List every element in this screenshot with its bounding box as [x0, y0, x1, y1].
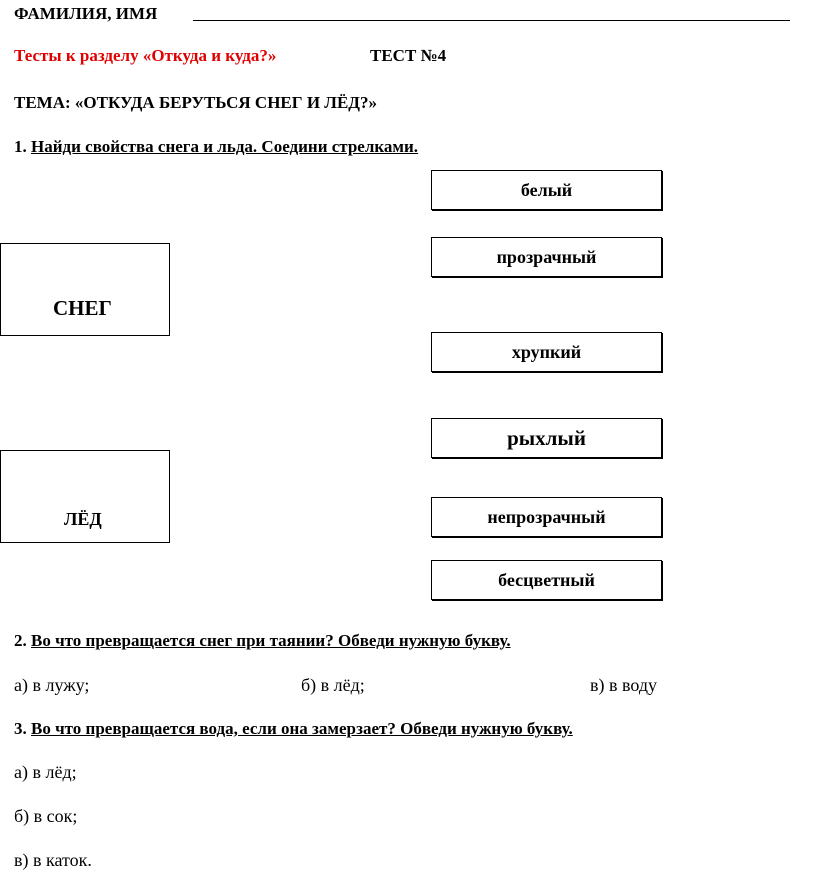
name-label: ФАМИЛИЯ, ИМЯ [14, 4, 158, 23]
snow-box[interactable] [0, 243, 170, 336]
ice-box[interactable] [0, 450, 170, 543]
property-box-opaque[interactable] [431, 497, 662, 537]
property-box-fragile[interactable] [431, 332, 662, 372]
property-label: прозрачный [496, 246, 597, 267]
ice-label: ЛЁД [64, 509, 102, 529]
property-box-colorless[interactable] [431, 560, 662, 600]
task2-number: 2. [14, 631, 27, 650]
task3-option-c[interactable]: в) в каток. [14, 850, 92, 870]
test-number: ТЕСТ №4 [370, 46, 447, 65]
topic-heading: ТЕМА: «ОТКУДА БЕРУТЬСЯ СНЕГ И ЛЁД?» [14, 93, 377, 112]
task2-option-c[interactable]: в) в воду [590, 675, 658, 695]
name-answer-line[interactable] [193, 20, 790, 21]
snow-label: СНЕГ [53, 296, 112, 320]
task2-option-b[interactable]: б) в лёд; [301, 675, 365, 695]
task1-number: 1. [14, 137, 27, 156]
task3-question [14, 719, 573, 739]
section-title: Тесты к разделу «Откуда и куда?» [14, 46, 277, 65]
property-box-white[interactable] [431, 170, 662, 210]
property-label: хрупкий [511, 341, 582, 362]
task3-text: Во что превращается вода, если она замерзает? Обведи нужную букву. [31, 719, 573, 738]
task3-option-a[interactable]: а) в лёд; [14, 762, 77, 782]
task2-option-a[interactable]: а) в лужу; [14, 675, 90, 695]
property-label: непрозрачный [487, 506, 606, 527]
property-box-transparent[interactable] [431, 237, 662, 277]
property-label: бесцветный [498, 569, 595, 590]
property-box-loose[interactable] [431, 418, 662, 458]
task2-text: Во что превращается снег при таянии? Обведи нужную букву. [31, 631, 511, 650]
task3-number: 3. [14, 719, 27, 738]
task3-option-b[interactable]: б) в сок; [14, 806, 78, 826]
task2-question [14, 631, 511, 651]
property-label: белый [520, 179, 573, 200]
property-label: рыхлый [507, 425, 586, 450]
task1-text: Найди свойства снега и льда. Соедини стрелками. [31, 137, 419, 156]
task1-question [14, 137, 418, 157]
